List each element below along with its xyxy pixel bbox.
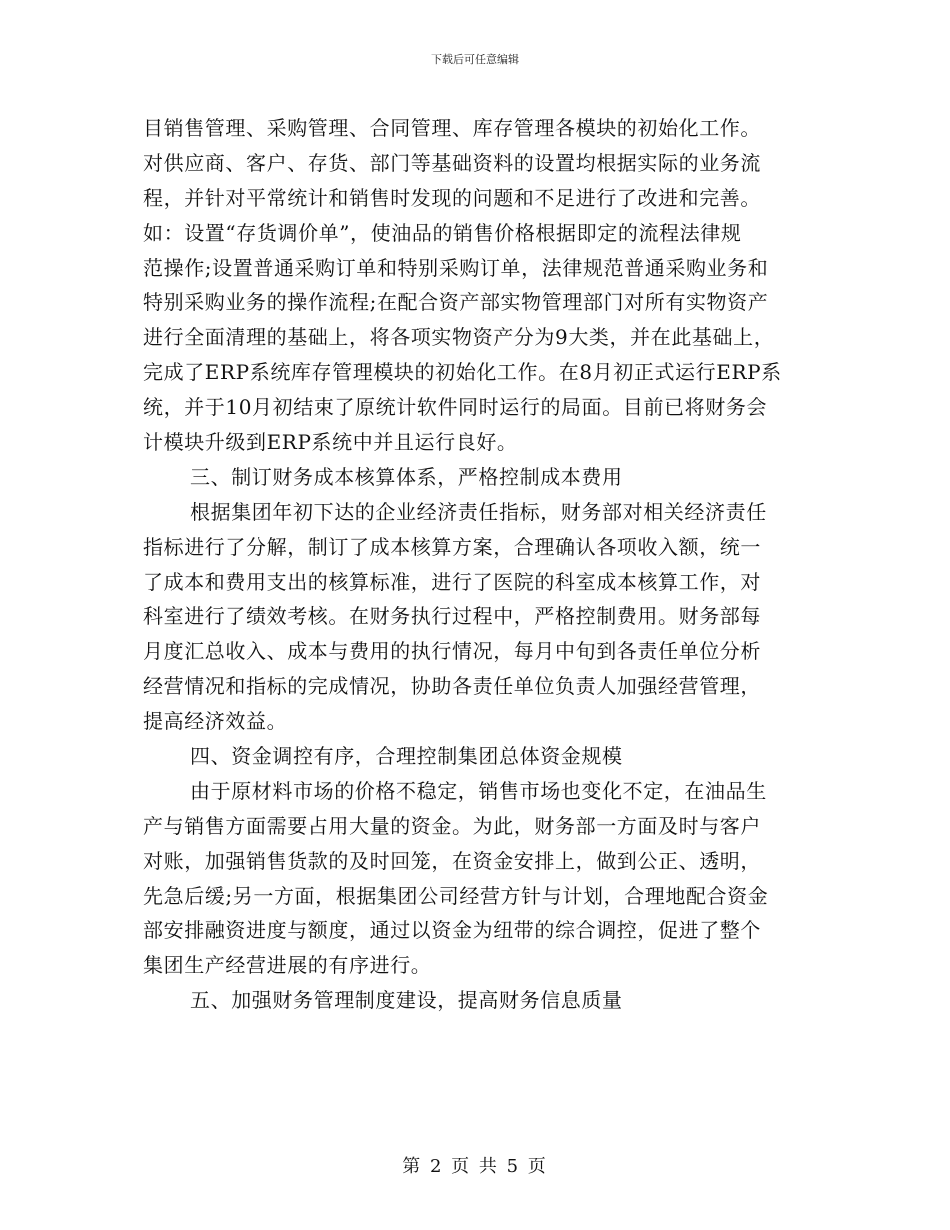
text-line: 集团生产经营进展的有序进行。: [143, 953, 432, 978]
text-line: 指标进行了分解，制订了成本核算方案，合理确认各项收入额，统一: [143, 534, 761, 559]
text-line: 对供应商、客户、存货、部门等基础资料的设置均根据实际的业务流: [143, 150, 761, 175]
text-line: 目销售管理、采购管理、合同管理、库存管理各模块的初始化工作。: [143, 116, 761, 140]
text-line: 科室进行了绩效考核。在财务执行过程中，严格控制费用。财务部每: [143, 604, 761, 629]
section-heading: 三、制订财务成本核算体系，严格控制成本费用: [190, 464, 623, 489]
section-heading: 四、资金调控有序，合理控制集团总体资金规模: [190, 744, 623, 769]
text-line: 根据集团年初下达的企业经济责任指标，财务部对相关经济责任: [190, 499, 767, 524]
text-line: 计模块升级到ERP系统中并且运行良好。: [143, 430, 518, 455]
text-line: 进行全面清理的基础上，将各项实物资产分为9大类，并在此基础上，: [143, 325, 775, 350]
page-footer: 第 2 页 共 5 页: [402, 1156, 548, 1177]
text-line: 完成了ERP系统库存管理模块的初始化工作。在8月初正式运行ERP系: [143, 360, 782, 385]
text-line: 部安排融资进度与额度，通过以资金为纽带的综合调控，促进了整个: [143, 918, 761, 943]
text-line: 特别采购业务的操作流程;在配合资产部实物管理部门对所有实物资产: [143, 290, 769, 315]
text-line: 如：设置“存货调价单”，使油品的销售价格根据即定的流程法律规: [143, 220, 742, 245]
text-line: 范操作;设置普通采购订单和特别采购订单，法律规范普通采购业务和: [143, 255, 769, 280]
text-line: 月度汇总收入、成本与费用的执行情况，每月中旬到各责任单位分析: [143, 639, 761, 664]
text-line: 统，并于10月初结束了原统计软件同时运行的局面。目前已将财务会: [143, 395, 768, 420]
text-line: 提高经济效益。: [143, 709, 288, 734]
text-line: 了成本和费用支出的核算标准，进行了医院的科室成本核算工作，对: [143, 569, 761, 594]
text-line: 对账，加强销售货款的及时回笼，在资金安排上，做到公正、透明，: [143, 848, 761, 873]
section-heading: 五、加强财务管理制度建设，提高财务信息质量: [190, 988, 623, 1013]
text-line: 由于原材料市场的价格不稳定，销售市场也变化不定，在油品生: [190, 778, 767, 803]
page-header: 下载后可任意编辑: [431, 53, 519, 66]
text-line: 产与销售方面需要占用大量的资金。为此，财务部一方面及时与客户: [143, 813, 761, 838]
text-line: 先急后缓;另一方面，根据集团公司经营方针与计划，合理地配合资金: [143, 883, 769, 908]
text-line: 经营情况和指标的完成情况，协助各责任单位负责人加强经营管理，: [143, 674, 761, 699]
document-body: [143, 111, 810, 1018]
text-line: 程，并针对平常统计和销售时发现的问题和不足进行了改进和完善。: [143, 185, 761, 210]
